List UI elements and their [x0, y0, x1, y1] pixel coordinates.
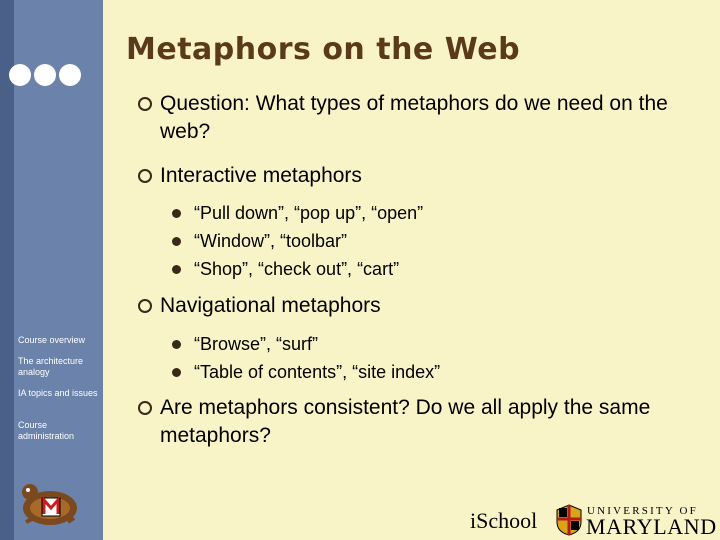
bullet-label: Question:	[160, 92, 250, 115]
bullet-question	[160, 90, 700, 146]
sub-bullet: “Pull down”, “pop up”, “open”	[194, 203, 424, 223]
bullet-dot-icon	[172, 368, 181, 377]
dot-icon	[59, 64, 81, 86]
sidebar-item-course-overview[interactable]: Course overview	[18, 335, 86, 345]
sidebar	[0, 0, 103, 540]
sidebar-item-course-administration[interactable]: Course administration	[18, 420, 75, 441]
decorative-dots	[9, 64, 84, 91]
bullet-ring-icon	[138, 401, 152, 415]
sidebar-item-architecture-analogy[interactable]: The architecture analogy	[18, 356, 84, 377]
sub-bullet: “Shop”, “check out”, “cart”	[194, 259, 400, 279]
sub-bullet: “Table of contents”, “site index”	[194, 362, 441, 382]
dot-icon	[9, 64, 31, 86]
bullet-ring-icon	[138, 169, 152, 183]
sub-bullet: “Window”, “toolbar”	[194, 231, 348, 251]
university-name-top: UNIVERSITY OF	[587, 505, 698, 517]
bullet-navigational: Navigational metaphors	[160, 294, 381, 317]
sidebar-item-ia-topics[interactable]: IA topics and issues	[18, 388, 98, 398]
university-name-bottom: MARYLAND	[586, 514, 717, 539]
ischool-logo: iSchool	[470, 508, 538, 533]
bullet-dot-icon	[172, 209, 181, 218]
university-seal-icon	[554, 504, 584, 536]
bullet-consistent: Are metaphors consistent? Do we all apply the same metaphors?	[160, 396, 651, 447]
bullet-ring-icon	[138, 97, 152, 111]
bullet-text: What types of metaphors do we need on the web?	[160, 92, 668, 143]
bullet-interactive: Interactive metaphors	[160, 164, 362, 187]
dot-icon	[34, 64, 56, 86]
bullet-dot-icon	[172, 237, 181, 246]
bullet-dot-icon	[172, 340, 181, 349]
sub-bullet: “Browse”, “surf”	[194, 334, 319, 354]
bullet-ring-icon	[138, 299, 152, 313]
page-title: Metaphors on the Web	[126, 32, 521, 67]
bullet-dot-icon	[172, 265, 181, 274]
terrapin-mascot-icon	[20, 478, 80, 528]
